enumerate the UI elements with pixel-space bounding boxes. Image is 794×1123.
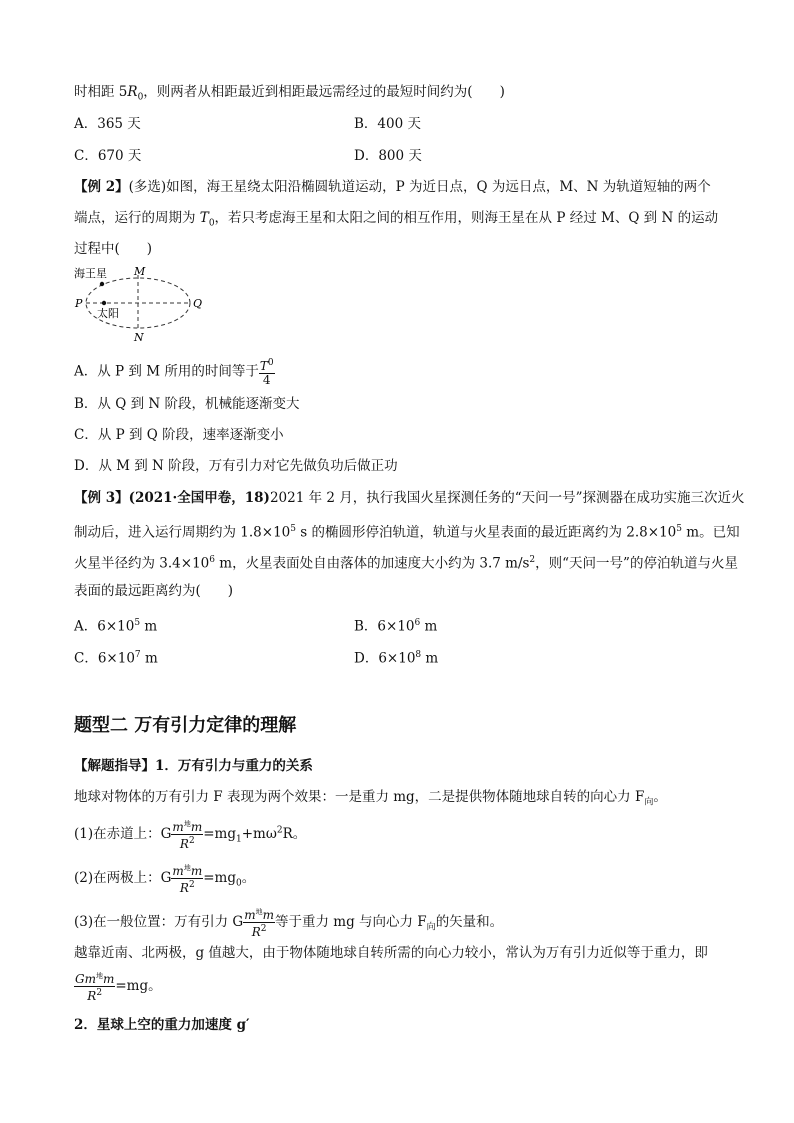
example-2-option-a: A．从 P 到 M 所用的时间等于 $\frac{T^0}{4}$ bbox=[74, 358, 274, 387]
question-stem-tail: 时相距 $5R_0$，则两者从相距最近到相距最远需经过的最短时间约为( ) bbox=[74, 84, 505, 103]
option-d: D．800 天 bbox=[354, 148, 422, 164]
example-3-option-b: B．$6\times 10^6$ m bbox=[354, 618, 438, 635]
label-m: M bbox=[134, 265, 146, 278]
formula-equator: (1)在赤道上：G $\frac{m^地m}{R^2}$ $=mg_1+m\omega^2R$。 bbox=[74, 820, 307, 851]
example-3-option-d: D．$6\times 10^8$ m bbox=[354, 650, 439, 667]
example-3-line-3: 火星半径约为 $3.4\times 10^6$ m，火星表面处自由落体的加速度大小约为 3.7 $m/s^2$，则“天问一号”的停泊轨道与火星 bbox=[74, 555, 738, 572]
orbit-diagram bbox=[70, 263, 215, 343]
option-c: C．670 天 bbox=[74, 148, 142, 164]
example-2-line-2: 端点，运行的周期为 $T_0$，若只考虑海王星和太阳之间的相互作用，则海王星在从 P 经过 M、Q 到 N 的运动 bbox=[74, 210, 719, 229]
example-2-line-1: 【例 2】(多选)如图，海王星绕太阳沿椭圆轨道运动，P 为近日点，Q 为远日点，M、N 为轨道短轴的两个 bbox=[74, 179, 711, 195]
guide-paragraph-1: 地球对物体的万有引力 F 表现为两个效果：一是重力 mg，二是提供物体随地球自转的向心力 $F_向$。 bbox=[74, 789, 667, 808]
example-3-line-2: 制动后，进入运行周期约为 $1.8\times 10^5$ s 的椭圆形停泊轨道，轨道与火星表面的最近距离约为 $2.8\times 10^5$ m。已知 bbox=[74, 524, 740, 541]
section-heading: 题型二 万有引力定律的理解 bbox=[74, 715, 297, 736]
guide-heading: 【解题指导】1．万有引力与重力的关系 bbox=[74, 758, 313, 774]
label-p: P bbox=[75, 297, 83, 310]
example-3-line-1: 【例 3】(2021·全国甲卷，18)2021 年 2 月，执行我国火星探测任务的“天问一号”探测器在成功实施三次近火 bbox=[74, 490, 745, 506]
sun-dot bbox=[102, 301, 106, 305]
label-q: Q bbox=[193, 297, 203, 310]
example-2-option-c: C．从 P 到 Q 阶段，速率逐渐变小 bbox=[74, 427, 284, 443]
subheading-2: 2．星球上空的重力加速度 g′ bbox=[74, 1017, 250, 1033]
label-sun: 太阳 bbox=[97, 307, 119, 320]
example-3-option-c: C．$6\times 10^7$ m bbox=[74, 650, 158, 667]
formula-approx: $\frac{Gm^地m}{R^2}$ =mg。 bbox=[75, 972, 162, 1003]
label-planet: 海王星 bbox=[74, 267, 107, 280]
planet-dot bbox=[100, 282, 104, 286]
example-2-line-3: 过程中( ) bbox=[74, 241, 153, 257]
option-b: B．400 天 bbox=[354, 116, 421, 132]
example-2-option-b: B．从 Q 到 N 阶段，机械能逐渐变大 bbox=[74, 396, 300, 412]
option-a: A．365 天 bbox=[74, 116, 141, 132]
example-3-line-4: 表面的最远距离约为( ) bbox=[74, 583, 234, 599]
formula-poles: (2)在两极上：G $\frac{m^地m}{R^2}$ $=mg_0$。 bbox=[74, 864, 256, 895]
guide-paragraph-2: 越靠近南、北两极，g 值越大，由于物体随地球自转所需的向心力较小，常认为万有引力近似等于重力，即 bbox=[74, 945, 708, 961]
label-n: N bbox=[134, 331, 144, 343]
example-3-option-a: A．$6\times 10^5$ m bbox=[74, 618, 158, 635]
example-2-option-d: D．从 M 到 N 阶段，万有引力对它先做负功后做正功 bbox=[74, 458, 398, 474]
formula-general: (3)在一般位置：万有引力 G $\frac{m^地m}{R^2}$ 等于重力 mg 与向心力 $F_向$的矢量和。 bbox=[74, 908, 504, 939]
